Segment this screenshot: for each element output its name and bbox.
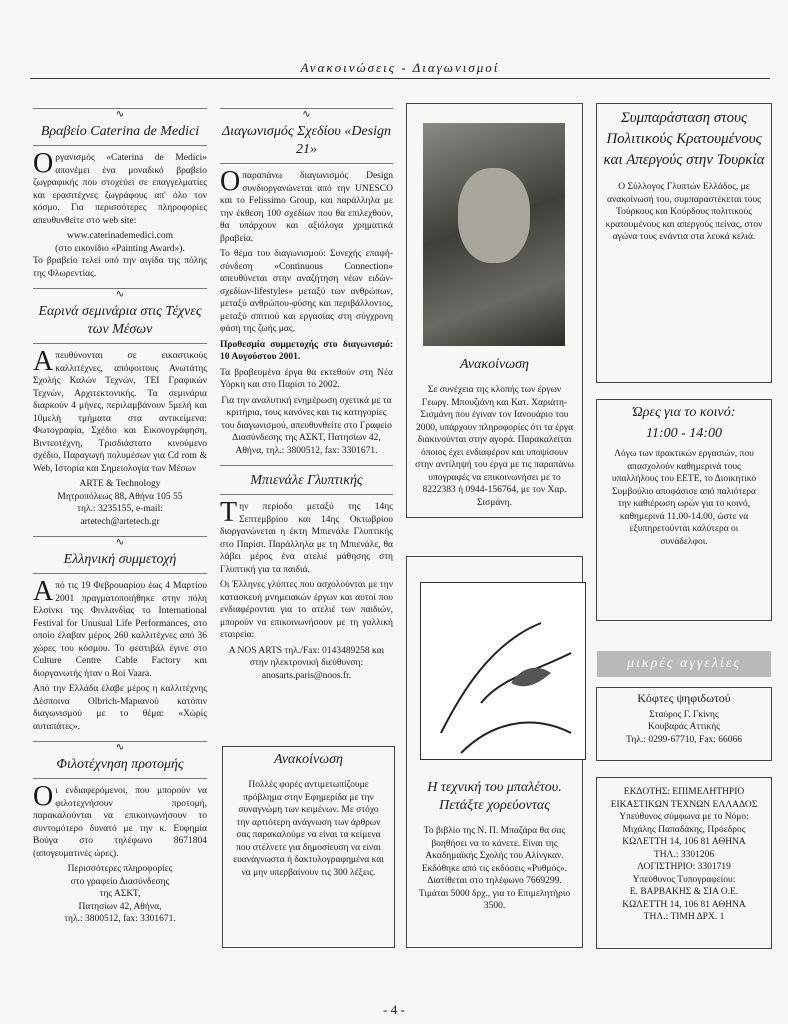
article-greek-participation: ∿ Ελληνική συμμετοχή Από τις 19 Φεβρουαρίου έως 4 Μαρτίου 2001 πραγματοποιήθηκε στην πόλη Ελσίνκι της Φινλανδίας το International Festival for Unusual Life Performances, στο οποίο έλαβαν μέρος 260 καλλιτέχνες από 36 χώρες του κόσμου. Το φεστιβάλ έγινε στο Culture Centre Cable Factory και διοργανωτής ήταν ο Roi Vaara. Από την Ελλάδα έλαβε μέρος η καλλιτέχνης Δέσποινα Olbrich-Mapιανού κατόπιν διαγωνισμού με το θέμα: «Χώρίς αυταπάτες».: [33, 537, 207, 732]
box-title: Ανακοίνωση: [274, 752, 343, 767]
dancer-drawing: [421, 583, 585, 759]
article-title: Βραβείο Caterina de Medici: [33, 123, 207, 146]
column-1: [33, 100, 207, 926]
ornament-icon: ∿: [115, 109, 125, 120]
announcement-box-theft: Ανακοίνωση Σε συνέχεια της κλοπής των έργων Γεωργ. Μπουζιάνη και Κατ. Χαριάτη-Σισμάνη που έγιναν τον Ιανουάριο του 2000, υπάρχουν πληροφορίες ότι τα έργα διακινούνται στην αγορά. Παρακαλείται όποιος έχει ενδιαφέρον και υποψίσουν στην αντίληψή του έργα με τις παραπάνω υπογραφές να επικοινωνήσει με το 8222383 ή 0944-156764, με τον Χαρ. Σισμάνη.: [406, 103, 583, 518]
article-design21: ∿ Διαγωνισμός Σχεδίου «Design 21» Οπαραπάνω διαγωνισμός Design συνδιοργανώνεται από την UNESCO και το Felissimo Group, και παράλληλα με την έκθεση 100 σχεδίων που θα επιλεχθούν, θα υπάρχουν και αξιόλογα χρηματικά βραβεία. Το θέμα του διαγωνισμού: Συνεχής επαφή-σύνδεση «Continuous Connection» απευθύνεται στην αναζήτηση νέων ειδών-σχεδίων-lifestyles» μεταξύ των ανθρώπων, μεταξύ ανθρώπου-φύσης και περιβάλλοντος, μεταξύ σπιτιού και εργασίας στη σύγχρονη φάση της ζωής μας. Προθεσμία συμμετοχής στο διαγωνισμό: 10 Αυγούστου 2001. Τα βραβευμένα έργα θα εκτεθούν στη Νέα Υόρκη και στο Παρίσι το 2002. Για την αναλυτική ενημέρωση σχετικά με τα κριτήρια, τους κανόνες και τις κατηγορίες του διαγωνισμού, απευθυνθείτε στο Γραφείο Διασύνδεσης της ΑΣΚΤ, Πατησίων 42, Αθήνα, τηλ.: 3800512, fax: 3301671.: [220, 109, 393, 456]
hours-box: Ώρες για το κοινό: 11:00 - 14:00 Λόγω των πρακτικών εργασιών, που απασχολούν καθημερινά τους υπαλλήλους του ΕΕΤΕ, το Διοικητικό Συμβούλιο αποφάσισε από παλιότερα την καθιέρωση ωρών για το κοινό, καθημερινά 11.00-14.00, ώστε να εξυπηρετούνται καλύτερα οι συνάδελφοι.: [596, 399, 772, 621]
article-title: Φιλοτέχνηση προτομής: [33, 756, 207, 779]
painting-image: [423, 123, 565, 346]
imprint-box: ΕΚΔΟΤΗΣ: ΕΠΙΜΕΛΗΤΗΡΙΟ ΕΙΚΑΣΤΙΚΩΝ ΤΕΧΝΩΝ ΕΛΛΑΔΟΣ Υπεύθυνος σύμφωνα με το Νόμο: Μιχάλης Παπαδάκης, Πρόεδρος ΚΩΛΕΤΤΗ 14, 106 81 ΑΘΗΝΑ ΤΗΛ.: 3301206 ΛΟΓΙΣΤΗΡΙΟ: 3301719 Υπεύθυνος Τυπογραφείου: Ε. ΒΑΡΒΑΚΗΣ & ΣΙΑ Ο.Ε. ΚΩΛΕΤΤΗ 14, 106 81 ΑΘΗΝΑ ΤΗΛ.: ΤΙΜΗ ΔΡΧ. 1: [596, 777, 772, 949]
article-bust: ∿ Φιλοτέχνηση προτομής Οι ενδιαφερόμενοι, που μπορούν να φιλοτεχνήσουν προτομή, παρακαλούνται να επικοινωνήσουν το συντομότερο δυνατό με την κ. Ευφημία Βούγα στο τηλέφωνο 8671804 (απογευματινές ώρες). Περισσότερες πληροφορίες στο γραφείο Διασύνδεσης της ΑΣΚΤ, Πατησίων 42, Αθήνα, τηλ.: 3800512, fax: 3301671.: [33, 742, 207, 924]
ad-title: Κόφτες ψηφιδωτού: [637, 691, 731, 705]
portrait-face: [458, 168, 530, 263]
ornament-icon: ∿: [115, 537, 125, 548]
page-number: - 4 -: [383, 1002, 405, 1017]
ornament-icon: ∿: [115, 742, 125, 753]
box-title: Η τεχνική του μπαλέτου. Πετάξτε χορεύοντας: [427, 780, 562, 813]
book-box: Η τεχνική του μπαλέτου. Πετάξτε χορεύοντας Το βιβλίο της Ν. Π. Μπαζάρα θα σας βοηθήσει να το κάνετε. Είναι της Ακαδημαϊκής Σχολής του Αλίνγκαν. Εκδόθηκε από τις εκδόσεις «Ρυθμός». Διατίθεται στο τηλέφωνο 7669299. Τιμάται 5000 δρχ., για το Επιμελητήριο 3500.: [406, 556, 583, 948]
hours-title: Ώρες για το κοινό:: [632, 405, 736, 420]
article-title: Ελληνική συμμετοχή: [33, 551, 207, 574]
classified-ad: Κόφτες ψηφιδωτού Σταύρος Γ. Γκίνης Κουβαράς Αττικής Τηλ.: 0299-67710, Fax: 66066: [596, 687, 772, 761]
article-seminars: ∿ Εαρινά σεμινάρια στις Τέχνες των Μέσων Απευθύνονται σε εικαστικούς καλλιτέχνες, απόφοιτους Ανωτάτης Σχολής Καλών Τεχνών, ΤΕΙ Γραφικών Τεχνών, Αρχιτεκτονικής. Τα σεμινάρια διαρκούν 4 μήνες, περιλαμβάνουν 5μελή και 10μελή τμήματα στα αντικείμενα: Φωτογραφία, Σχέδιο και Εικονογράφηση, Βιντεοτέχνη, Τρισδιάστατο κινούμενο σχέδιο, Παραγωγή πολυμέσων για Cd rom & Web, Ιστορία και Σημειολογία των Μέσων ARTE & Technology Μητροπόλεως 88, Αθήνα 105 55 τηλ.: 3235155, e-mail: artetech@artetech.gr: [33, 289, 207, 527]
box-title: Συμπαράσταση στους Πολιτικούς Κρατουμένους και Απεργούς στην Τουρκία: [603, 110, 765, 168]
classifieds-header: μικρές αγγελίες: [597, 651, 771, 677]
book-cover-image: [420, 582, 586, 760]
page-header: Ανακοινώσεις - Διαγωνισμοί: [300, 60, 500, 75]
box-title: Ανακοίνωση: [460, 357, 529, 372]
header-rule: [30, 78, 770, 79]
solidarity-box: Συμπαράσταση στους Πολιτικούς Κρατουμένους και Απεργούς στην Τουρκία Ο Σύλλογος Γλυπτών Ελλάδος, με ανακοίνωσή του, συμπαραστέκεται τους Τούρκους και Κούρδους πολιτικούς κρατουμένους και απεργούς πείνας, στον αγώνα τους ενάντια στα λευκά κελιά.: [596, 103, 772, 383]
article-caterina: ∿ Βραβείο Caterina de Medici Οργανισμός «Caterina de Medici» απονέμει ένα μοναδικό βραβείο ζωγραφικής που στοχεύει σε επαγγελματίες και ερασιτέχνες ζωγράφους απ' όλο τον κόσμο. Για περισσότερες πληροφορίες απευθυνθείτε στο web site: www.caterinademedici.com (στο εικονίδιο «Painting Award»). Το βραβείο τελεί υπό την αιγίδα της πόλης της Φλωρεντίας.: [33, 109, 207, 279]
article-title: Διαγωνισμός Σχεδίου «Design 21»: [220, 123, 393, 164]
ornament-icon: ∿: [115, 289, 125, 300]
column-2: [220, 100, 393, 685]
announcement-box-texts: Ανακοίνωση Πολλές φορές αντιμετωπίζουμε πρόβλημα στην Εφημερίδα με την συναγνώμη των κειμένων. Με στόχο την αρτιότερη ανάγνωση των άρθρων σας παρακαλούμε να είναι τα κείμενα που στέλνετε για δημοσίευση να είναι ευανάγνωστα ή δακτυλογραφημένα και να μην υπερβαίνουν τις 300 λέξεις.: [222, 746, 395, 948]
hours-value: 11:00 - 14:00: [646, 426, 722, 441]
article-title: Μπιενάλε Γλυπτικής: [220, 472, 393, 495]
ornament-icon: ∿: [302, 109, 311, 120]
article-biennale: Μπιενάλε Γλυπτικής Την περίοδο μεταξύ της 14ης Σεπτεμβρίου και 14ης Οκτωβρίου διοργανώνεται η έκτη Μπιενάλε Γλυπτικής στο Παρίσι. Παράλληλα με τη Μπιενάλε, θα λάβει μέρος ένα ατελιέ μάθησης στη Γλυπτική για τα παιδιά. Οι Έλληνες γλύπτες που ασχολούνται με την κατασκευή μνημειακών έργων και αυτοί που ενδιαφέρονται για το ατελιέ των παιδιών, μπορούν να επικοινωνήσουν με τη γαλλική εταιρεία: A NOS ARTS τηλ./Fax: 0143489258 και στην ηλεκτρονική διεύθυνση: anosarts.paris@noos.fr.: [220, 465, 393, 682]
article-title: Εαρινά σεμινάρια στις Τέχνες των Μέσων: [33, 303, 207, 344]
